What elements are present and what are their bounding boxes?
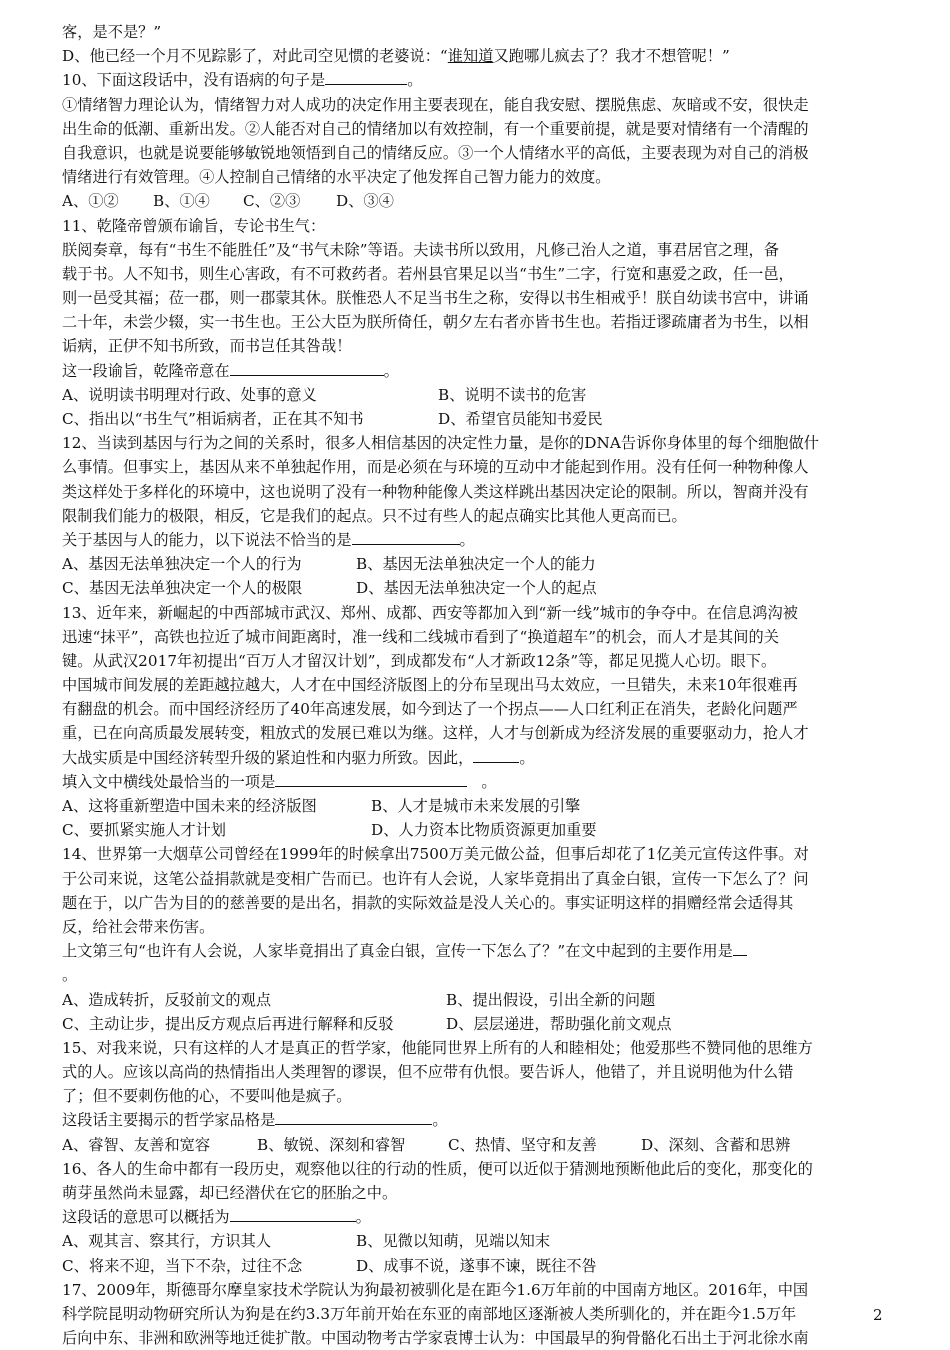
- q11-question-text: 这一段谕旨，乾隆帝意在: [62, 361, 230, 380]
- q12-options-row1: [62, 552, 888, 576]
- q13-option-d: D、人力资本比物质资源更加重要: [371, 821, 597, 840]
- q11-passage-line: 则一邑受其福；莅一郡，则一郡蒙其休。朕惟恐人不足当书生之称，安得以书生相戒乎！朕自幼读书宫中，讲诵: [62, 289, 809, 308]
- q11-passage-line: 诟病，正伊不知书所致，而书岂任其咎哉！: [62, 337, 352, 356]
- q16-question: [62, 1205, 888, 1229]
- q10-option-b: B、①④: [153, 192, 210, 211]
- q16-passage-line: 16、各人的生命中都有一段历史，观察他以往的行动的性质，便可以近似于猜测地预断他此后的变化，那变化的: [62, 1159, 813, 1178]
- q13-passage-text: 大战实质是中国经济转型升级的紧迫性和内驱力所致。因此，: [62, 748, 474, 767]
- q14-question-end: 。: [62, 966, 78, 985]
- q10-option-d: D、③④: [336, 192, 394, 211]
- q11-passage-line: 二十年，未尝少辍，实一书生也。王公大臣为朕所倚任，朝夕左右者亦皆书生也。若指迂谬疏庸者为书生，以相: [62, 313, 809, 332]
- answer-blank: [230, 1206, 356, 1222]
- q13-passage-line: 迅速“抹平”，高铁也拉近了城市间距离时，准一线和二线城市看到了“换道超车”的机会，而人才是其间的关: [62, 627, 779, 646]
- q10-options: [62, 189, 888, 213]
- answer-blank: [325, 69, 407, 85]
- q10-passage-line: 出生命的低潮、重新出发。②人能否对自己的情绪加以有效控制，有一个重要前提，就是要对情绪有一个清醒的: [62, 119, 809, 138]
- q13-passage-line: 中国城市间发展的差距越拉越大，人才在中国经济版图上的分布呈现出马太效应，一旦错失，未来10年很难再: [62, 676, 798, 695]
- q11-option-b: B、说明不读书的危害: [438, 385, 587, 404]
- q13-passage-line-blank: [62, 746, 888, 770]
- q12-option-c: C、基因无法单独决定一个人的极限: [62, 579, 303, 598]
- q15-option-a: A、睿智、友善和宽容: [62, 1135, 211, 1154]
- q17-passage-line: 17、2009年，斯德哥尔摩皇家技术学院认为狗最初被驯化是在距今1.6万年前的中国南方地区。2016年，中国: [62, 1280, 809, 1299]
- answer-blank: [733, 940, 747, 956]
- q12-question: [62, 528, 888, 552]
- q15-question-text: 这段话主要揭示的哲学家品格是: [62, 1111, 276, 1130]
- q16-option-c: C、将来不迎，当下不杂，过往不念: [62, 1256, 303, 1275]
- q12-question-text: 关于基因与人的能力，以下说法不恰当的是: [62, 530, 352, 549]
- q11-option-d: D、希望官员能知书爱民: [438, 410, 603, 428]
- page-number: 2: [873, 1306, 883, 1324]
- q14-question: [62, 939, 888, 963]
- q13-passage-line: 13、近年来，新崛起的中西部城市武汉、郑州、成都、西安等都加入到“新一线”城市的争夺中。在信息鸿沟被: [62, 603, 798, 622]
- q11-passage-line: 载于书。人不知书，则生心害政，有不可救药者。若州县官果足以当“书生”二字，行宽和惠爱之政，任一邑，: [62, 264, 794, 283]
- q14-options-row2: [62, 1012, 888, 1036]
- answer-blank: [352, 529, 460, 545]
- q11-option-a: A、说明读书明理对行政、处事的意义: [62, 385, 317, 404]
- answer-blank: [473, 747, 519, 763]
- q10-option-c: C、②③: [243, 192, 301, 211]
- q12-passage-line: 么事情。但事实上，基因从来不单独起作用，而是必须在与环境的互动中才能起到作用。没有任何一种物种像人: [62, 458, 809, 477]
- q13-question-end: 。: [481, 772, 497, 791]
- q13-options-row1: [62, 794, 888, 818]
- q12-option-d: D、基因无法单独决定一个人的起点: [356, 579, 597, 598]
- q13-option-b: B、人才是城市未来发展的引擎: [371, 797, 581, 815]
- q9-option-d: [62, 44, 888, 68]
- q11-option-c: C、指出以“书生气”相诟病者，正在其不知书: [62, 410, 364, 428]
- q13-option-a: A、这将重新塑造中国未来的经济版图: [62, 797, 317, 815]
- q16-option-d: D、成事不说，遂事不谏，既往不咎: [356, 1256, 597, 1275]
- q11-question: [62, 359, 888, 383]
- q11-stem: 11、乾隆帝曾颁布谕旨，专论书生气：: [62, 216, 326, 235]
- q10-stem-end: 。: [407, 71, 423, 90]
- q15-option-d: D、深刻、含蓄和思辨: [641, 1135, 791, 1154]
- q14-option-b: B、提出假设，引出全新的问题: [446, 990, 656, 1009]
- q11-passage-line: 朕阅奏章，每有“书生不能胜任”及“书气未除”等语。夫读书所以致用，凡修己治人之道，事君居官之理，备: [62, 240, 779, 259]
- q15-passage-line: 15、对我来说，只有这样的人才是真正的哲学家，他能同世界上所有的人和睦相处；他爱那些不赞同他的思维方: [62, 1038, 813, 1057]
- q13-passage-end: 。: [519, 748, 535, 767]
- q14-option-a: A、造成转折，反驳前文的观点: [62, 990, 272, 1009]
- answer-blank: [275, 1109, 432, 1125]
- q16-question-text: 这段话的意思可以概括为: [62, 1208, 230, 1227]
- q14-question-text: 上文第三句“也许有人会说，人家毕竟捐出了真金白银，宣传一下怎么了？”在文中起到的主要作用是: [62, 942, 733, 961]
- q13-question: [62, 770, 888, 794]
- q10-stem: [62, 68, 888, 92]
- q12-passage-line: 类这样处于多样化的环境中，这也说明了没有一种物种能像人类这样跳出基因决定论的限制。所以，智商并没有: [62, 482, 809, 501]
- q12-passage-line: 12、当读到基因与行为之间的关系时，很多人相信基因的决定性力量，是你的DNA告诉你身体里的每个细胞做什: [62, 434, 819, 453]
- q10-passage-line: ①情绪智力理论认为，情绪智力对人成功的决定作用主要表现在，能自我安慰、摆脱焦虑、灰暗或不安，很快走: [62, 95, 809, 114]
- q13-options-row2: [62, 818, 888, 842]
- q12-option-b: B、基因无法单独决定一个人的能力: [356, 555, 596, 574]
- q15-question-end: 。: [432, 1111, 448, 1130]
- q16-options-row2: [62, 1254, 888, 1278]
- q16-passage-line: 萌芽虽然尚未显露，却已经潜伏在它的胚胎之中。: [62, 1184, 398, 1202]
- q10-option-a: A、①②: [62, 192, 119, 211]
- q11-options-row1: [62, 383, 888, 407]
- q10-stem-text: 10、下面这段话中，没有语病的句子是: [62, 71, 326, 90]
- q16-options-row1: [62, 1229, 888, 1253]
- q16-question-end: 。: [355, 1208, 371, 1227]
- answer-blank: [230, 360, 384, 376]
- q9-line: 客，是不是？”: [62, 23, 162, 41]
- q13-passage-line: 有翻盘的机会。而中国经济经历了40年高速发展，如今到达了一个拐点——人口红利正在消失，老龄化问题严: [62, 700, 798, 719]
- q10-passage-line: 情绪进行有效管理。④人控制自己情绪的水平决定了他发挥自己智力能力的效度。: [62, 168, 611, 187]
- q12-option-a: A、基因无法单独决定一个人的行为: [62, 555, 302, 574]
- q15-passage-line: 式的人。应该以高尚的热情指出人类理智的谬误，但不应带有仇恨。要告诉人，他错了，并且说明他为什么错: [62, 1063, 794, 1082]
- q15-options: [62, 1133, 888, 1157]
- q9-d-pre: D、他已经一个月不见踪影了，对此司空见惯的老婆说：“: [62, 47, 448, 66]
- q14-passage-line: 反，给社会带来伤害。: [62, 917, 215, 936]
- q14-option-d: D、层层递进，帮助强化前文观点: [446, 1014, 672, 1033]
- q12-options-row2: [62, 576, 888, 600]
- q9-d-underlined: 谁知道: [447, 47, 494, 66]
- q9-d-post: 又跑哪儿疯去了？我才不想管呢！”: [493, 47, 730, 66]
- q14-passage-line: 题在于，以广告为目的的慈善要的是出名，捐款的实际效益是没人关心的。事实证明这样的捐赠经常会适得其: [62, 893, 794, 912]
- q16-option-b: B、见微以知萌，见端以知末: [356, 1232, 551, 1251]
- q11-options-row2: [62, 407, 888, 431]
- q13-passage-line: 重，已在向高质最发展转变，粗放式的发展已难以为继。这样，人才与创新成为经济发展的重要驱动力，抢人才: [62, 724, 809, 743]
- q13-question-text: 填入文中横线处最恰当的一项是: [62, 772, 276, 791]
- q14-passage-line: 于公司来说，这笔公益捐款就是变相广告而已。也许有人会说，人家毕竟捐出了真金白银，宣传一下怎么了？问: [62, 869, 809, 888]
- q10-passage-line: 自我意识，也就是说要能够敏锐地领悟到自己的情绪反应。③一个人情绪水平的高低，主要表现为对自己的消极: [62, 143, 809, 162]
- document-page: [62, 20, 888, 1350]
- q12-passage-line: 限制我们能力的极限，相反，它是我们的起点。只不过有些人的起点确实比其他人更高而已。: [62, 506, 687, 525]
- q15-question: [62, 1108, 888, 1132]
- q17-passage-line: 科学院昆明动物研究所认为狗是在约3.3万年前开始在东亚的南部地区逐渐被人类所驯化的，并在距今1.5万年: [62, 1304, 797, 1323]
- answer-blank: [275, 771, 467, 787]
- q12-question-end: 。: [459, 530, 475, 549]
- q16-option-a: A、观其言、察其行，方识其人: [62, 1232, 272, 1251]
- q13-passage-line: 键。从武汉2017年初提出“百万人才留汉计划”，到成都发布“人才新政12条”等，都足见揽人心切。眼下。: [62, 651, 777, 670]
- q15-passage-line: 了；但不要刺伤他的心，不要叫他是疯子。: [62, 1087, 352, 1106]
- q14-option-c: C、主动让步，提出反方观点后再进行解释和反驳: [62, 1014, 394, 1033]
- q14-options-row1: [62, 988, 888, 1012]
- q15-option-b: B、敏锐、深刻和睿智: [257, 1135, 406, 1154]
- q15-option-c: C、热情、坚守和友善: [448, 1135, 597, 1154]
- q11-question-end: 。: [383, 361, 399, 380]
- q14-passage-line: 14、世界第一大烟草公司曾经在1999年的时候拿出7500万美元做公益，但事后却花了1亿美元宣传这件事。对: [62, 845, 809, 864]
- q17-passage-line: 后向中东、非洲和欧洲等地迁徙扩散。中国动物考古学家袁博士认为：中国最早的狗骨骼化石出土于河北徐水南: [62, 1329, 809, 1348]
- q13-option-c: C、要抓紧实施人才计划: [62, 821, 227, 840]
